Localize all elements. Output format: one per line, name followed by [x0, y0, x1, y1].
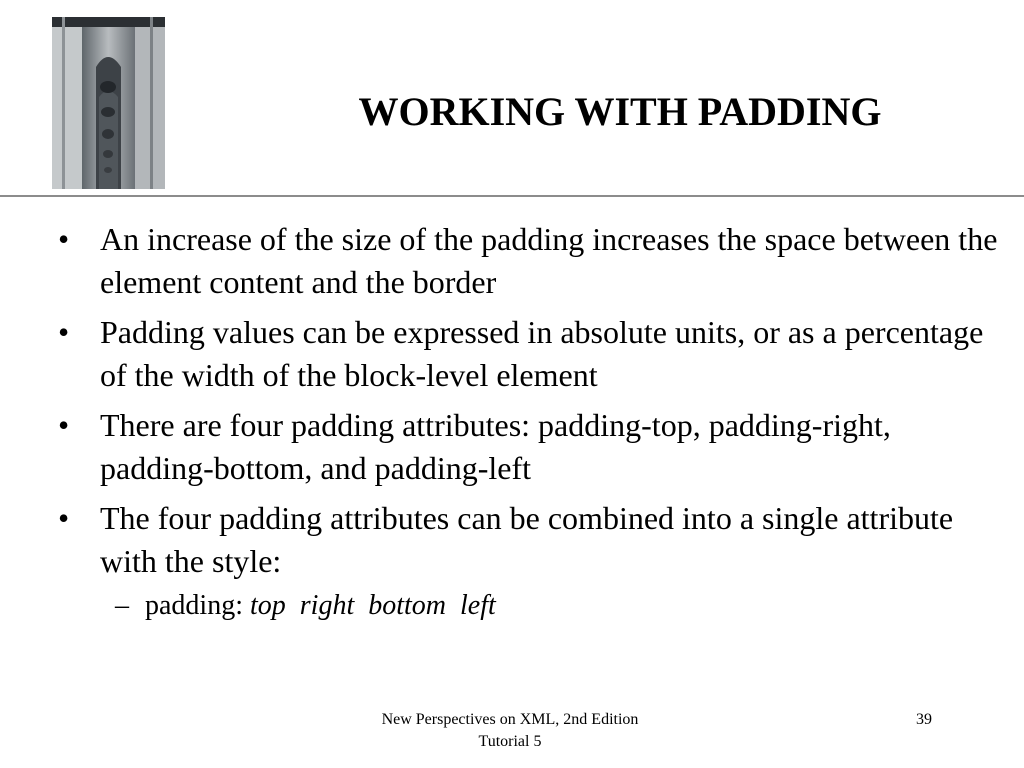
bullet-symbol: • [58, 221, 70, 257]
bullet-text: An increase of the size of the padding increases the space between the element content and the border [100, 221, 998, 300]
bullet-text: There are four padding attributes: padding-top, padding-right, padding-bottom, and padding-left [100, 407, 891, 486]
bullet-list [58, 218, 998, 624]
footer-book-title: New Perspectives on XML, 2nd Edition [381, 711, 639, 728]
sub-bullet-symbol: – [115, 590, 129, 621]
bullet-item [58, 311, 998, 397]
bullet-symbol: • [58, 500, 70, 536]
bullet-symbol: • [58, 407, 70, 443]
bullet-item [58, 218, 998, 304]
bridge-image [52, 17, 165, 189]
sub-bullet-values: top right bottom left [250, 590, 496, 621]
bullet-item [58, 404, 998, 490]
bullet-text: The four padding attributes can be combined into a single attribute with the style: [100, 500, 954, 579]
page-number: 39 [916, 711, 932, 728]
bullet-text: Padding values can be expressed in absolute units, or as a percentage of the width of the block-level element [100, 314, 984, 393]
footer-tutorial: Tutorial 5 [478, 733, 542, 750]
sub-bullet-label: padding: [145, 590, 250, 621]
bridge-photo [52, 17, 165, 189]
slide-title: WORKING WITH PADDING [358, 89, 882, 134]
title-divider [0, 195, 1024, 197]
sub-bullet-item [58, 588, 998, 624]
footer [300, 709, 720, 753]
bullet-symbol: • [58, 314, 70, 350]
bullet-item [58, 497, 998, 583]
